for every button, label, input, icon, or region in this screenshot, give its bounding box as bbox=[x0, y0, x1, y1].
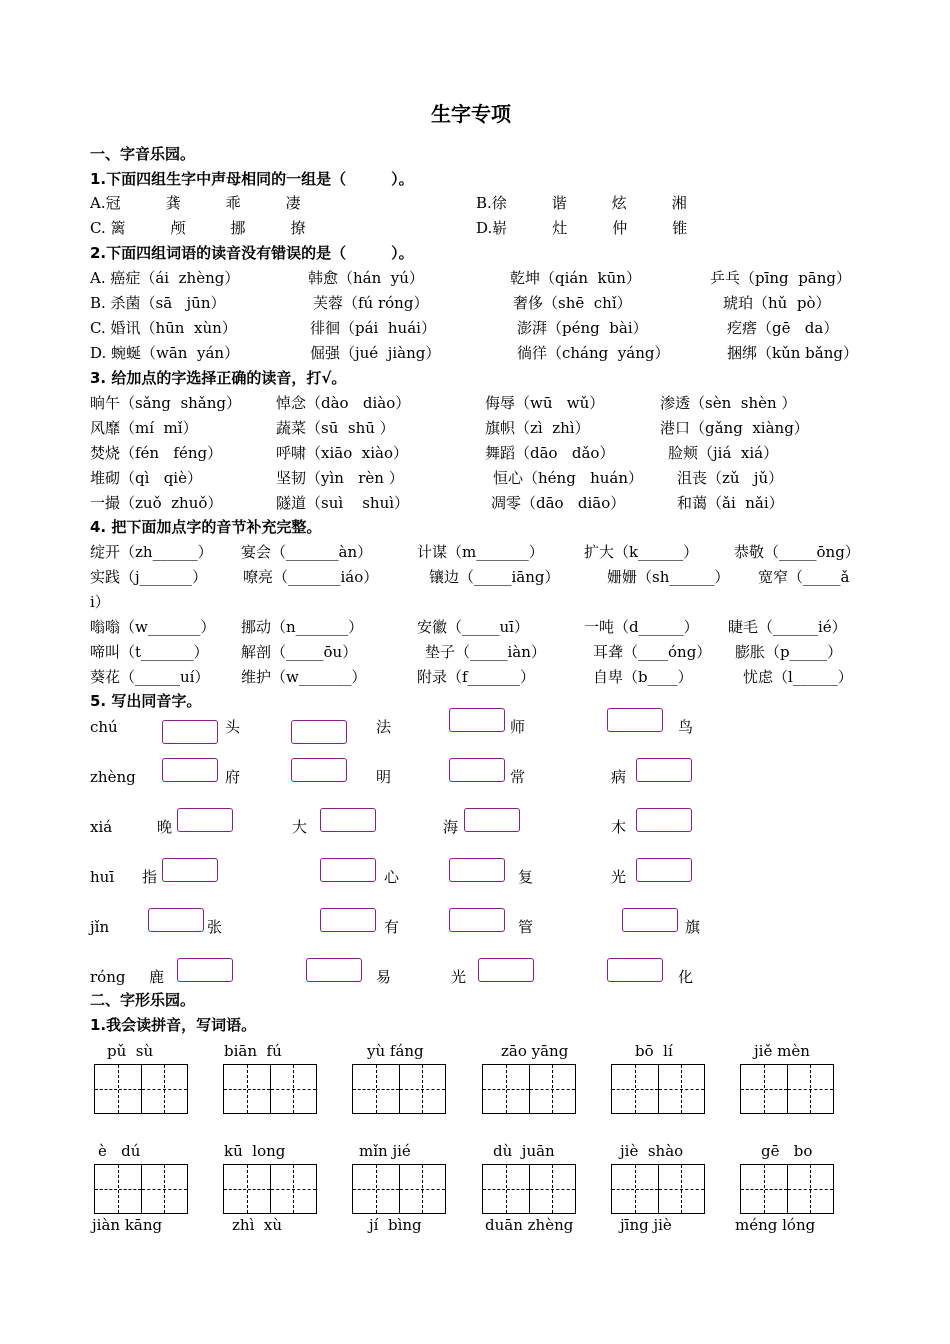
q5-char: 常 bbox=[510, 768, 526, 786]
q4-item: 姗姗（sh______） bbox=[607, 568, 730, 586]
q2-item: 韩愈（hán yú） bbox=[308, 269, 424, 287]
q5-char: 海 bbox=[443, 818, 459, 836]
q4-item: 耳聋（____óng） bbox=[593, 643, 712, 661]
writing-grid[interactable] bbox=[611, 1064, 705, 1114]
grid-pinyin: kū long bbox=[224, 1142, 286, 1160]
answer-box[interactable] bbox=[162, 720, 218, 744]
answer-box[interactable] bbox=[306, 958, 362, 982]
q5-char: 化 bbox=[678, 968, 694, 986]
q2-item: B. 杀菌（sā jūn） bbox=[90, 294, 226, 312]
q2-item: 捆绑（kǔn bǎng） bbox=[727, 344, 858, 362]
q3-item: 港口（gǎng xiàng） bbox=[660, 419, 809, 437]
q3-item: 蔬菜（sū shū ） bbox=[276, 419, 395, 437]
q4-item: 挪动（n_______） bbox=[241, 618, 364, 636]
q5-char: 木 bbox=[611, 818, 627, 836]
answer-box[interactable] bbox=[177, 958, 233, 982]
q2-item: 琥珀（hǔ pò） bbox=[723, 294, 831, 312]
q2-item: 徘徊（pái huái） bbox=[310, 319, 436, 337]
q1-option-d: D.崭 灶 仲 锥 bbox=[476, 219, 688, 237]
writing-grid[interactable] bbox=[740, 1064, 834, 1114]
q2-prompt: 2.下面四组词语的读音没有错误的是（ ）。 bbox=[90, 244, 414, 262]
q5-pinyin: chú bbox=[90, 718, 118, 736]
grid-pinyin: zhì xù bbox=[232, 1216, 283, 1234]
grid-pinyin: duān zhèng bbox=[485, 1216, 574, 1234]
q4-item: 啼叫（t_______） bbox=[90, 643, 209, 661]
q5-char: 鸟 bbox=[678, 718, 694, 736]
writing-grid[interactable] bbox=[611, 1164, 705, 1214]
q3-item: 晌午（sǎng shǎng） bbox=[90, 394, 242, 412]
grid-pinyin: jiě mèn bbox=[754, 1042, 810, 1060]
answer-box[interactable] bbox=[636, 808, 692, 832]
writing-grid[interactable] bbox=[352, 1164, 446, 1214]
writing-grid[interactable] bbox=[740, 1164, 834, 1214]
part-1-prompt: 1.我会读拼音，写词语。 bbox=[90, 1016, 257, 1034]
q5-char: 管 bbox=[518, 918, 534, 936]
q5-pinyin: zhèng bbox=[90, 768, 136, 786]
q3-item: 渗透（sèn shèn ） bbox=[660, 394, 797, 412]
q3-item: 脸颊（jiá xiá） bbox=[668, 444, 779, 462]
q5-prompt: 5. 写出同音字。 bbox=[90, 692, 202, 710]
grid-pinyin: jiè shào bbox=[620, 1142, 684, 1160]
page-title: 生字专项 bbox=[431, 102, 511, 126]
q4-item: 恭敬（_____ōng） bbox=[734, 543, 860, 561]
answer-box[interactable] bbox=[162, 758, 218, 782]
q3-item: 一撮（zuǒ zhuǒ） bbox=[90, 494, 223, 512]
q5-pinyin: róng bbox=[90, 968, 126, 986]
grid-pinyin: méng lóng bbox=[735, 1216, 816, 1234]
q4-item: 镶边（_____iāng） bbox=[429, 568, 560, 586]
q5-char: 大 bbox=[292, 818, 308, 836]
writing-grid[interactable] bbox=[482, 1064, 576, 1114]
q2-item: 乒乓（pīng pāng） bbox=[710, 269, 852, 287]
q2-item: 乾坤（qián kūn） bbox=[510, 269, 641, 287]
answer-box[interactable] bbox=[636, 758, 692, 782]
q5-char: 鹿 bbox=[149, 968, 165, 986]
grid-pinyin: è dú bbox=[98, 1142, 141, 1160]
q5-char: 复 bbox=[518, 868, 534, 886]
q4-item: 宴会（_______àn） bbox=[241, 543, 373, 561]
q4-item: 膨胀（p_____） bbox=[735, 643, 843, 661]
q5-pinyin: jǐn bbox=[90, 918, 110, 936]
q4-item: i） bbox=[90, 593, 110, 611]
q5-char: 张 bbox=[207, 918, 223, 936]
q5-char: 法 bbox=[376, 718, 392, 736]
q2-item: 澎湃（péng bài） bbox=[517, 319, 648, 337]
q1-option-c: C. 篱 颅 挪 撩 bbox=[90, 219, 306, 237]
q3-item: 恒心（héng huán） bbox=[493, 469, 644, 487]
answer-box[interactable] bbox=[449, 708, 505, 732]
q3-item: 旗帜（zì zhì） bbox=[485, 419, 590, 437]
writing-grid[interactable] bbox=[223, 1064, 317, 1114]
q4-prompt: 4. 把下面加点字的音节补充完整。 bbox=[90, 518, 322, 536]
answer-box[interactable] bbox=[636, 858, 692, 882]
q4-item: 维护（w_______） bbox=[241, 668, 367, 686]
answer-box[interactable] bbox=[622, 908, 678, 932]
q2-item: C. 婚讯（hūn xùn） bbox=[90, 319, 237, 337]
grid-pinyin: yù fáng bbox=[367, 1042, 424, 1060]
answer-box[interactable] bbox=[607, 958, 663, 982]
grid-pinyin: dù juān bbox=[493, 1142, 555, 1160]
q5-char: 府 bbox=[225, 768, 241, 786]
q4-item: 睫毛（______ié） bbox=[728, 618, 847, 636]
answer-box[interactable] bbox=[320, 908, 376, 932]
q3-item: 隧道（suì shuì） bbox=[276, 494, 410, 512]
q4-item: 宽窄（_____ǎ bbox=[758, 568, 850, 586]
writing-grid[interactable] bbox=[94, 1064, 188, 1114]
q4-item: 安徽（_____uī） bbox=[417, 618, 529, 636]
grid-pinyin: gē bo bbox=[761, 1142, 813, 1160]
q5-char: 易 bbox=[376, 968, 392, 986]
q4-item: 计谋（m_______） bbox=[417, 543, 544, 561]
q4-item: 忧虑（l______） bbox=[743, 668, 853, 686]
q3-item: 风靡（mí mǐ） bbox=[90, 419, 198, 437]
writing-grid[interactable] bbox=[94, 1164, 188, 1214]
q5-pinyin: huī bbox=[90, 868, 115, 886]
grid-pinyin: jīng jiè bbox=[620, 1216, 672, 1234]
q5-char: 心 bbox=[384, 868, 400, 886]
grid-pinyin: pǔ sù bbox=[107, 1042, 154, 1060]
q1-option-a: A.冠 龚 乖 凄 bbox=[90, 194, 301, 212]
q3-item: 坚韧（yìn rèn ） bbox=[276, 469, 404, 487]
q5-char: 指 bbox=[142, 868, 158, 886]
q4-item: 嗡嗡（w_______） bbox=[90, 618, 216, 636]
q4-item: 实践（j_______） bbox=[90, 568, 208, 586]
answer-box[interactable] bbox=[291, 720, 347, 744]
q5-pinyin: xiá bbox=[90, 818, 113, 836]
q3-item: 侮辱（wū wǔ） bbox=[485, 394, 605, 412]
q5-char: 光 bbox=[451, 968, 467, 986]
q1-option-b: B.徐 谐 炫 湘 bbox=[476, 194, 687, 212]
section-1-heading: 一、字音乐园。 bbox=[90, 145, 196, 163]
grid-pinyin: jiàn kāng bbox=[92, 1216, 163, 1234]
grid-pinyin: biān fú bbox=[224, 1042, 282, 1060]
q2-item: 倔强（jué jiàng） bbox=[310, 344, 441, 362]
answer-box[interactable] bbox=[478, 958, 534, 982]
q3-item: 和蔼（ǎi nǎi） bbox=[677, 494, 784, 512]
q3-item: 堆砌（qì qiè） bbox=[90, 469, 202, 487]
answer-box[interactable] bbox=[464, 808, 520, 832]
q4-item: 葵花（______uí） bbox=[90, 668, 210, 686]
grid-pinyin: jí bìng bbox=[369, 1216, 422, 1234]
q4-item: 一吨（d______） bbox=[584, 618, 699, 636]
q3-prompt: 3. 给加点的字选择正确的读音，打√。 bbox=[90, 369, 347, 387]
answer-box[interactable] bbox=[148, 908, 204, 932]
q3-item: 沮丧（zǔ jǔ） bbox=[677, 469, 784, 487]
q3-item: 凋零（dāo diāo） bbox=[491, 494, 626, 512]
q5-char: 光 bbox=[611, 868, 627, 886]
q5-char: 病 bbox=[611, 768, 627, 786]
q4-item: 扩大（k______） bbox=[584, 543, 699, 561]
q4-item: 嘹亮（_______iáo） bbox=[243, 568, 379, 586]
answer-box[interactable] bbox=[607, 708, 663, 732]
q5-char: 晚 bbox=[157, 818, 173, 836]
q2-item: 疙瘩（gē da） bbox=[727, 319, 839, 337]
q4-item: 绽开（zh______） bbox=[90, 543, 213, 561]
answer-box[interactable] bbox=[449, 908, 505, 932]
q2-item: 芙蓉（fú róng） bbox=[313, 294, 429, 312]
grid-pinyin: bō lí bbox=[635, 1042, 673, 1060]
answer-box[interactable] bbox=[162, 858, 218, 882]
q4-item: 垫子（_____iàn） bbox=[425, 643, 546, 661]
q4-item: 附录（f_______） bbox=[417, 668, 536, 686]
q5-char: 有 bbox=[384, 918, 400, 936]
q2-item: A. 癌症（ái zhèng） bbox=[90, 269, 240, 287]
q5-char: 头 bbox=[225, 718, 241, 736]
answer-box[interactable] bbox=[449, 758, 505, 782]
q1-prompt: 1.下面四组生字中声母相同的一组是（ ）。 bbox=[90, 170, 414, 188]
q5-char: 明 bbox=[376, 768, 392, 786]
answer-box[interactable] bbox=[291, 758, 347, 782]
q3-item: 焚烧（fén féng） bbox=[90, 444, 223, 462]
q3-item: 呼啸（xiāo xiào） bbox=[276, 444, 408, 462]
grid-pinyin: zāo yāng bbox=[501, 1042, 569, 1060]
section-2-heading: 二、字形乐园。 bbox=[90, 991, 196, 1009]
answer-box[interactable] bbox=[177, 808, 233, 832]
q3-item: 舞蹈（dāo dǎo） bbox=[485, 444, 615, 462]
writing-grid[interactable] bbox=[352, 1064, 446, 1114]
q4-item: 解剖（_____ōu） bbox=[241, 643, 358, 661]
q5-char: 师 bbox=[510, 718, 526, 736]
grid-pinyin: mǐn jié bbox=[359, 1142, 411, 1160]
answer-box[interactable] bbox=[320, 808, 376, 832]
writing-grid[interactable] bbox=[482, 1164, 576, 1214]
answer-box[interactable] bbox=[449, 858, 505, 882]
writing-grid[interactable] bbox=[223, 1164, 317, 1214]
q5-char: 旗 bbox=[685, 918, 701, 936]
q2-item: D. 蜿蜒（wān yán） bbox=[90, 344, 240, 362]
q2-item: 奢侈（shē chǐ） bbox=[513, 294, 632, 312]
q2-item: 徜徉（cháng yáng） bbox=[517, 344, 670, 362]
answer-box[interactable] bbox=[320, 858, 376, 882]
q4-item: 自卑（b____） bbox=[593, 668, 693, 686]
q3-item: 悼念（dào diào） bbox=[276, 394, 411, 412]
